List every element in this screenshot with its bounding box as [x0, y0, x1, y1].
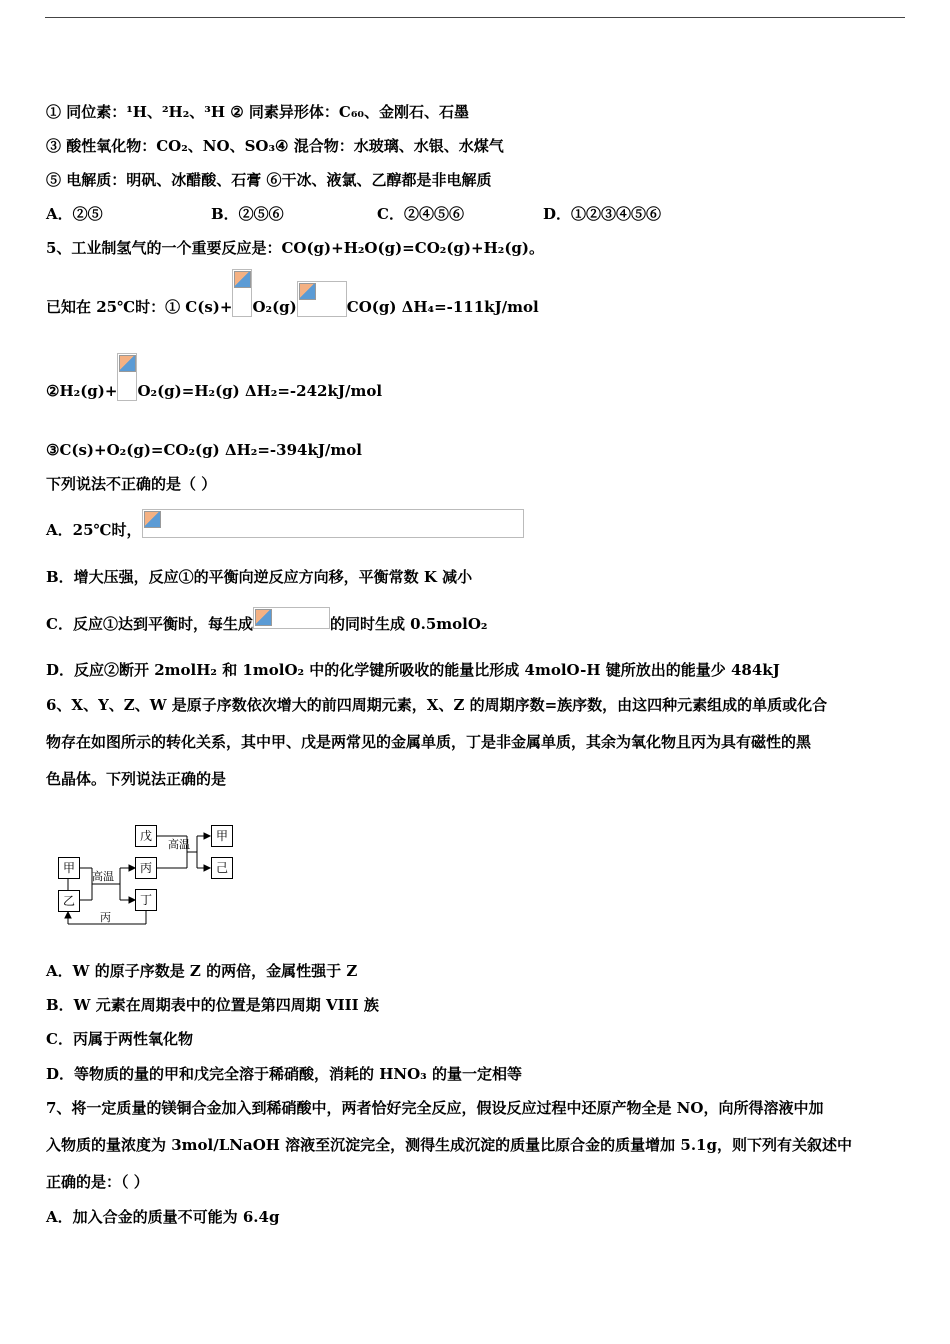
- q5-reaction-2: [46, 381, 382, 401]
- box-yi: 乙: [58, 890, 80, 912]
- q5-option-a: [46, 520, 524, 540]
- arrow-image: [297, 281, 347, 317]
- option-a: A．②⑤: [46, 205, 103, 223]
- q7-option-a: A．加入合金的质量不可能为 6.4g: [46, 1208, 280, 1226]
- q6-option-a: A．W 的原子序数是 Z 的两倍，金属性强于 Z: [46, 962, 358, 980]
- label-bing: 丙: [100, 911, 111, 924]
- q5-question: 下列说法不正确的是（ ）: [46, 475, 217, 493]
- box-ding: 丁: [135, 889, 157, 911]
- q5-option-b: B．增大压强，反应①的平衡向逆反应方向移，平衡常数 K 减小: [46, 568, 473, 586]
- box-wu: 戊: [135, 825, 157, 847]
- q6-option-d: D．等物质的量的甲和戊完全溶于稀硝酸，消耗的 HNO₃ 的量一定相等: [46, 1065, 522, 1083]
- option-b: B．②⑤⑥: [211, 205, 284, 223]
- label-high-temp-1: 高温: [92, 870, 114, 883]
- q5-c-text: C．反应①达到平衡时，每生成: [46, 615, 253, 633]
- q6-option-b: B．W 元素在周期表中的位置是第四周期 VIII 族: [46, 996, 379, 1014]
- q5-c-text-2: 的同时生成 0.5molO₂: [329, 615, 488, 633]
- q6-stem-1: 6、X、Y、Z、W 是原子序数依次增大的前四周期元素，X、Z 的周期序数=族序数，由这四种元素组成的单质或化合: [46, 696, 828, 714]
- q5-a-text: A．25℃时，: [46, 521, 142, 539]
- q7-stem-1: 7、将一定质量的镁铜合金加入到稀硝酸中，两者恰好完全反应，假设反应过程中还原产物全是 NO，向所得溶液中加: [46, 1099, 824, 1117]
- line-electrolytes: ⑤ 电解质：明矾、冰醋酸、石膏 ⑥干冰、液氯、乙醇都是非电解质: [46, 171, 492, 189]
- q6-option-c: C．丙属于两性氧化物: [46, 1030, 193, 1048]
- option-c: C．②④⑤⑥: [377, 205, 464, 223]
- q6-stem-2: 物存在如图所示的转化关系，其中甲、戊是两常见的金属单质，丁是非金属单质，其余为氧化物且丙为具有磁性的黑: [46, 733, 812, 751]
- box-jia-2: 甲: [211, 825, 233, 847]
- q4-options: [46, 204, 661, 224]
- o2-text: O₂(g): [252, 298, 297, 316]
- q5-stem: 5、工业制氢气的一个重要反应是：CO(g)+H₂O(g)=CO₂(g)+H₂(g)。: [46, 239, 545, 257]
- co-text: CO(g) ΔH₄=-111kJ/mol: [346, 298, 539, 316]
- h2-text: ②H₂(g)+: [46, 382, 118, 400]
- q5-option-c: [46, 614, 487, 634]
- q7-stem-3: 正确的是：（ ）: [46, 1173, 149, 1191]
- q6-stem-3: 色晶体。下列说法正确的是: [46, 770, 227, 788]
- q5-option-d: D．反应②断开 2molH₂ 和 1molO₂ 中的化学键所吸收的能量比形成 4molO-H 键所放出的能量少 484kJ: [46, 661, 780, 679]
- q5-reaction-1: [46, 297, 539, 317]
- label-high-temp-2: 高温: [168, 838, 190, 851]
- option-d: D．①②③④⑤⑥: [543, 205, 662, 223]
- box-bing: 丙: [135, 857, 157, 879]
- conversion-diagram: [52, 820, 242, 930]
- equation-image: [142, 509, 524, 538]
- fraction-image: [232, 269, 252, 317]
- line-oxides: ③ 酸性氧化物：CO₂、NO、SO₃④ 混合物：水玻璃、水银、水煤气: [46, 137, 504, 155]
- q5-known-text: 已知在 25℃时：① C(s)+: [46, 298, 233, 316]
- q5-reaction-3: ③C(s)+O₂(g)=CO₂(g) ΔH₂=-394kJ/mol: [46, 441, 362, 459]
- reaction-2-text: O₂(g)=H₂(g) ΔH₂=-242kJ/mol: [137, 382, 383, 400]
- header-rule: [45, 17, 905, 18]
- formula-image: [253, 607, 330, 629]
- q7-stem-2: 入物质的量浓度为 3mol/LNaOH 溶液至沉淀完全，测得生成沉淀的质量比原合金的质量增加 5.1g，则下列有关叙述中: [46, 1136, 852, 1154]
- box-jia: 甲: [58, 857, 80, 879]
- box-ji: 己: [211, 857, 233, 879]
- line-isotopes: ① 同位素：¹H、²H₂、³H ② 同素异形体：C₆₀、金刚石、石墨: [46, 103, 469, 121]
- fraction-image: [117, 353, 137, 401]
